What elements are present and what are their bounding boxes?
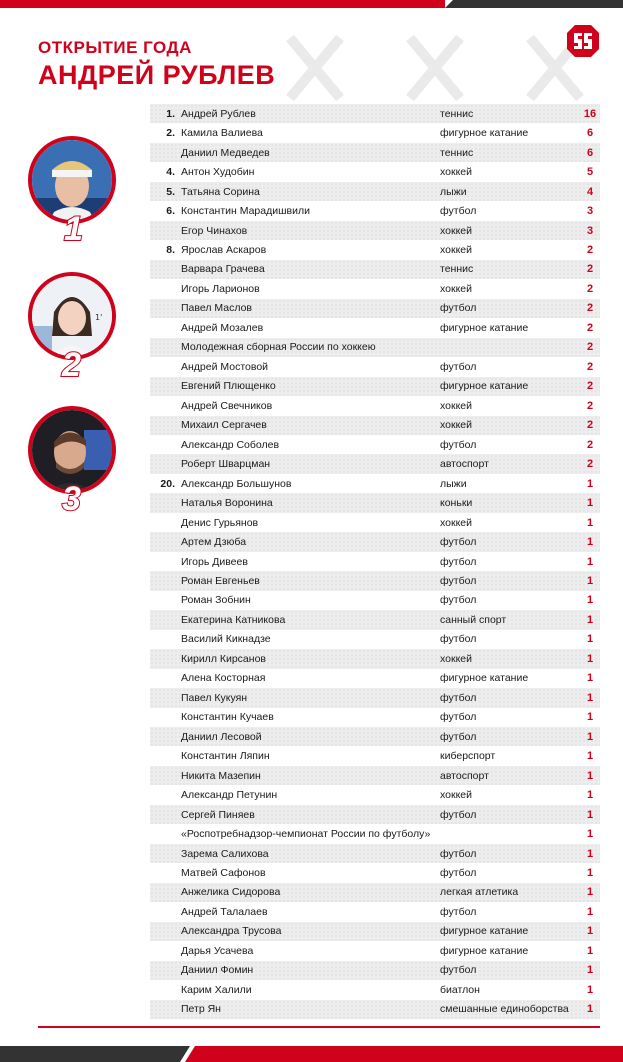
count-cell: 1	[586, 828, 594, 841]
count-cell: 2	[586, 360, 594, 373]
table-row	[150, 805, 600, 824]
table-row	[150, 902, 600, 921]
rank-cell: 6.	[166, 205, 175, 218]
table-row	[150, 221, 600, 240]
table-row	[150, 260, 600, 279]
table-row	[150, 123, 600, 142]
podium-number-2: 2	[62, 346, 81, 384]
count-cell: 1	[586, 925, 594, 938]
sport-cell: футбол	[440, 555, 477, 568]
table-row	[150, 941, 600, 960]
sport-cell: футбол	[440, 964, 477, 977]
table-row	[150, 104, 600, 123]
sport-cell: хоккей	[440, 399, 472, 412]
name-cell: Александр Большунов	[181, 477, 292, 490]
sport-cell: фигурное катание	[440, 672, 529, 685]
sport-cell: хоккей	[440, 652, 472, 665]
table-row	[150, 883, 600, 902]
name-cell: Наталья Воронина	[181, 497, 273, 510]
top-bar-dark	[445, 0, 623, 8]
count-cell: 3	[586, 224, 594, 237]
name-cell: Матвей Сафонов	[181, 867, 266, 880]
sport-cell: хоккей	[440, 166, 472, 179]
count-cell: 2	[586, 302, 594, 315]
table-row	[150, 688, 600, 707]
name-cell: Андрей Талалаев	[181, 905, 268, 918]
sport-cell: биатлон	[440, 983, 480, 996]
page-subtitle: ОТКРЫТИЕ ГОДА	[38, 38, 192, 57]
count-cell: 2	[586, 399, 594, 412]
name-cell: Никита Мазепин	[181, 769, 261, 782]
table-row	[150, 708, 600, 727]
table-row	[150, 396, 600, 415]
name-cell: Константин Кучаев	[181, 711, 274, 724]
sport-cell: автоспорт	[440, 769, 489, 782]
table-row	[150, 357, 600, 376]
table-row	[150, 299, 600, 318]
table-row	[150, 416, 600, 435]
name-cell: Александр Соболев	[181, 438, 280, 451]
sport-cell: футбол	[440, 438, 477, 451]
sport-cell: фигурное катание	[440, 944, 529, 957]
sport-cell: лыжи	[440, 477, 467, 490]
name-cell: Андрей Мозалев	[181, 321, 264, 334]
count-cell: 3	[586, 205, 594, 218]
sport-cell: киберспорт	[440, 750, 496, 763]
name-cell: Павел Маслов	[181, 302, 252, 315]
sport-cell: футбол	[440, 205, 477, 218]
name-cell: Андрей Свечников	[181, 399, 273, 412]
name-cell: Александр Петунин	[181, 789, 278, 802]
sport-cell: футбол	[440, 905, 477, 918]
count-cell: 1	[586, 769, 594, 782]
count-cell: 2	[586, 282, 594, 295]
table-row	[150, 610, 600, 629]
sport-cell: футбол	[440, 847, 477, 860]
name-cell: Михаил Сергачев	[181, 419, 267, 432]
name-cell: Кирилл Кирсанов	[181, 652, 266, 665]
sport-cell: хоккей	[440, 419, 472, 432]
count-cell: 1	[586, 964, 594, 977]
table-row	[150, 669, 600, 688]
sport-cell: футбол	[440, 302, 477, 315]
count-cell: 16	[583, 107, 597, 120]
table-row	[150, 279, 600, 298]
sport-cell: санный спорт	[440, 613, 507, 626]
count-cell: 1	[586, 983, 594, 996]
table-row	[150, 863, 600, 882]
name-cell: Артем Дзюба	[181, 536, 247, 549]
figure-skater-portrait-icon	[32, 276, 112, 356]
name-cell: Зарема Салихова	[181, 847, 269, 860]
table-row	[150, 435, 600, 454]
bottom-bar-dark	[0, 1046, 190, 1062]
bottom-accent-bar	[0, 1046, 623, 1062]
name-cell: Камила Валиева	[181, 127, 263, 140]
sport-cell: хоккей	[440, 224, 472, 237]
podium-number-1: 1	[64, 210, 83, 248]
sport-cell: хоккей	[440, 282, 472, 295]
count-cell: 1	[586, 555, 594, 568]
table-row	[150, 922, 600, 941]
ranking-table	[150, 104, 600, 1019]
sport-cell: коньки	[440, 497, 473, 510]
tennis-player-portrait-icon	[32, 140, 112, 220]
name-cell: Александра Трусова	[181, 925, 282, 938]
name-cell: Евгений Плющенко	[181, 380, 276, 393]
name-cell: Молодежная сборная России по хоккею	[181, 341, 376, 354]
podium-number-3: 3	[62, 480, 81, 518]
count-cell: 2	[586, 458, 594, 471]
count-cell: 1	[586, 613, 594, 626]
count-cell: 1	[586, 905, 594, 918]
count-cell: 2	[586, 321, 594, 334]
name-cell: Игорь Ларионов	[181, 282, 260, 295]
sport-cell: футбол	[440, 360, 477, 373]
sport-cell: фигурное катание	[440, 380, 529, 393]
count-cell: 2	[586, 244, 594, 257]
name-cell: Карим Халили	[181, 983, 252, 996]
rank-cell: 4.	[166, 166, 175, 179]
table-row	[150, 980, 600, 999]
x-pattern-watermark	[230, 28, 620, 108]
name-cell: Константин Ляпин	[181, 750, 270, 763]
sport-cell: теннис	[440, 263, 474, 276]
name-cell: Павел Кукуян	[181, 691, 248, 704]
name-cell: Дарья Усачева	[181, 944, 254, 957]
count-cell: 1	[586, 750, 594, 763]
rank-cell: 2.	[166, 127, 175, 140]
table-row	[150, 630, 600, 649]
table-row	[150, 552, 600, 571]
table-row	[150, 727, 600, 746]
name-cell: Даниил Медведев	[181, 146, 270, 159]
table-row	[150, 785, 600, 804]
count-cell: 1	[586, 672, 594, 685]
table-row	[150, 318, 600, 337]
count-cell: 1	[586, 1003, 594, 1016]
count-cell: 4	[586, 185, 594, 198]
table-row	[150, 201, 600, 220]
table-row	[150, 162, 600, 181]
count-cell: 1	[586, 944, 594, 957]
table-row	[150, 493, 600, 512]
sport-cell: футбол	[440, 536, 477, 549]
sport-cell: футбол	[440, 633, 477, 646]
count-cell: 1	[586, 594, 594, 607]
table-row	[150, 824, 600, 843]
sport-cell: футбол	[440, 711, 477, 724]
count-cell: 1	[586, 867, 594, 880]
name-cell: Петр Ян	[181, 1003, 221, 1016]
name-cell: Денис Гурьянов	[181, 516, 259, 529]
table-row	[150, 377, 600, 396]
name-cell: Василий Кикнадзе	[181, 633, 271, 646]
name-cell: Егор Чинахов	[181, 224, 248, 237]
rank-cell: 20.	[160, 477, 175, 490]
sport-cell: футбол	[440, 808, 477, 821]
bottom-divider	[38, 1026, 600, 1028]
count-cell: 1	[586, 652, 594, 665]
top-accent-bar	[0, 0, 623, 8]
name-cell: Варвара Грачева	[181, 263, 265, 276]
sport-cell: футбол	[440, 730, 477, 743]
count-cell: 1	[586, 711, 594, 724]
name-cell: Даниил Фомин	[181, 964, 254, 977]
count-cell: 1	[586, 691, 594, 704]
sport-cell: теннис	[440, 107, 474, 120]
count-cell: 1	[586, 847, 594, 860]
rank-cell: 8.	[166, 244, 175, 257]
table-row	[150, 746, 600, 765]
table-row	[150, 571, 600, 590]
name-cell: Анжелика Сидорова	[181, 886, 281, 899]
count-cell: 1	[586, 789, 594, 802]
count-cell: 1	[586, 497, 594, 510]
name-cell: Игорь Дивеев	[181, 555, 248, 568]
count-cell: 2	[586, 380, 594, 393]
count-cell: 1	[586, 477, 594, 490]
sport-cell: футбол	[440, 594, 477, 607]
name-cell: Ярослав Аскаров	[181, 244, 267, 257]
table-row	[150, 591, 600, 610]
count-cell: 1	[586, 886, 594, 899]
count-cell: 2	[586, 341, 594, 354]
count-cell: 1	[586, 730, 594, 743]
name-cell: Екатерина Катникова	[181, 613, 286, 626]
sport-cell: фигурное катание	[440, 127, 529, 140]
table-row	[150, 961, 600, 980]
table-row	[150, 844, 600, 863]
count-cell: 1	[586, 633, 594, 646]
sport-cell: фигурное катание	[440, 925, 529, 938]
table-row	[150, 1000, 600, 1019]
sport-cell: фигурное катание	[440, 321, 529, 334]
sport-cell: автоспорт	[440, 458, 489, 471]
sport-cell: хоккей	[440, 244, 472, 257]
name-cell: Константин Марадишвили	[181, 205, 310, 218]
sport-cell: футбол	[440, 574, 477, 587]
count-cell: 5	[586, 166, 594, 179]
sport-cell: футбол	[440, 691, 477, 704]
sport-cell: хоккей	[440, 789, 472, 802]
name-cell: Роман Евгеньев	[181, 574, 260, 587]
table-row	[150, 513, 600, 532]
name-cell: «Роспотребнадзор-чемпионат России по футболу»	[181, 828, 431, 841]
count-cell: 1	[586, 536, 594, 549]
rank-cell: 5.	[166, 185, 175, 198]
name-cell: Роман Зобнин	[181, 594, 251, 607]
count-cell: 6	[586, 127, 594, 140]
count-cell: 2	[586, 419, 594, 432]
name-cell: Алена Косторная	[181, 672, 266, 685]
top-bar-red	[0, 0, 445, 8]
count-cell: 6	[586, 146, 594, 159]
count-cell: 1	[586, 516, 594, 529]
rank-cell: 1.	[166, 107, 175, 120]
name-cell: Сергей Пиняев	[181, 808, 255, 821]
table-row	[150, 338, 600, 357]
table-row	[150, 649, 600, 668]
table-row	[150, 474, 600, 493]
table-row	[150, 766, 600, 785]
tennis-player-portrait-icon-2	[32, 410, 112, 490]
name-cell: Андрей Рублев	[181, 107, 256, 120]
sport-cell: смешанные единоборства	[440, 1003, 569, 1016]
bottom-bar-red	[185, 1046, 623, 1062]
name-cell: Даниил Лесовой	[181, 730, 262, 743]
name-cell: Роберт Шварцман	[181, 458, 271, 471]
count-cell: 1	[586, 808, 594, 821]
sport-cell: футбол	[440, 867, 477, 880]
sport-express-logo-icon	[566, 24, 600, 58]
table-row	[150, 182, 600, 201]
page-title: АНДРЕЙ РУБЛЕВ	[38, 60, 276, 90]
sport-cell: теннис	[440, 146, 474, 159]
table-row	[150, 143, 600, 162]
table-row	[150, 532, 600, 551]
table-row	[150, 240, 600, 259]
svg-text:1': 1'	[95, 313, 103, 322]
name-cell: Андрей Мостовой	[181, 360, 269, 373]
count-cell: 2	[586, 438, 594, 451]
sport-cell: хоккей	[440, 516, 472, 529]
sport-cell: лыжи	[440, 185, 467, 198]
name-cell: Татьяна Сорина	[181, 185, 260, 198]
table-row	[150, 454, 600, 473]
sport-cell: легкая атлетика	[440, 886, 519, 899]
count-cell: 2	[586, 263, 594, 276]
count-cell: 1	[586, 574, 594, 587]
name-cell: Антон Худобин	[181, 166, 255, 179]
